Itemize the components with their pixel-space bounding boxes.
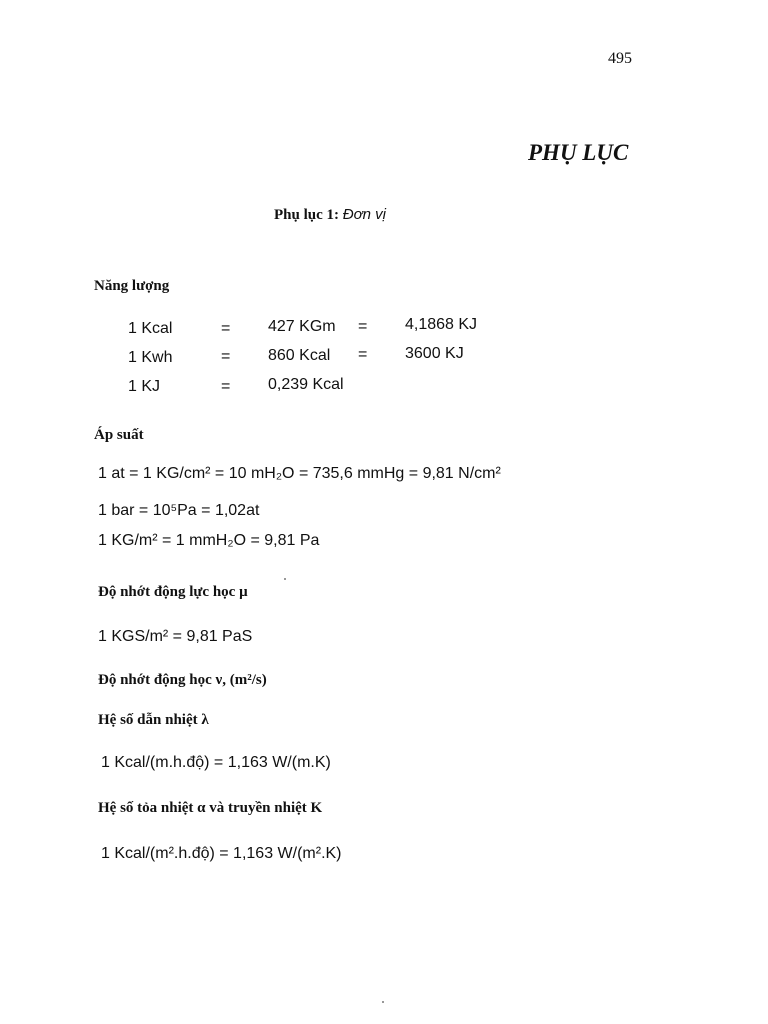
energy-row-2-rhs: 3600 KJ [405,345,464,362]
energy-row-2-eq1: = [221,348,231,365]
energy-row-2-lhs: 1 Kwh [128,349,173,366]
dynamic-viscosity-heading: Độ nhớt động lực học μ [98,584,248,600]
energy-row-1-rhs: 4,1868 KJ [405,316,478,333]
thermal-conductivity-line: 1 Kcal/(m.h.độ) = 1,163 W/(m.K) [101,754,331,771]
pressure-line-1: 1 at = 1 KG/cm² = 10 mH₂O = 735,6 mmHg = 9,81 N/cm² [98,465,501,482]
page-title: PHỤ LỤC [528,140,629,165]
pressure-line-2: 1 bar = 10⁵Pa = 1,02at [98,502,260,519]
heat-transfer-line: 1 Kcal/(m².h.độ) = 1,163 W/(m².K) [101,845,342,862]
energy-row-2-mid: 860 Kcal [268,347,331,364]
energy-row-1-eq2: = [358,318,368,335]
energy-heading: Năng lượng [94,278,170,294]
energy-row-3-eq1: = [221,378,231,395]
thermal-conductivity-heading: Hệ số dẫn nhiệt λ [98,712,209,728]
energy-row-3-lhs: 1 KJ [128,378,161,395]
page-number: 495 [608,50,632,67]
scan-speck [284,578,286,580]
dynamic-viscosity-line: 1 KGS/m² = 9,81 PaS [98,628,253,645]
pressure-line-3: 1 KG/m² = 1 mmH₂O = 9,81 Pa [98,532,320,549]
energy-row-1-mid: 427 KGm [268,318,336,335]
energy-row-3-mid: 0,239 Kcal [268,376,344,393]
pressure-heading: Áp suất [94,427,144,443]
energy-row-2-eq2: = [358,346,368,363]
scan-speck [382,1001,384,1003]
appendix-topic: Đơn vị [342,206,387,223]
appendix-label: Phụ lục 1: [274,207,340,223]
energy-row-1-lhs: 1 Kcal [128,320,173,337]
kinematic-viscosity-heading: Độ nhớt động học ν, (m²/s) [98,672,267,688]
energy-row-1-eq1: = [221,320,231,337]
heat-transfer-heading: Hệ số tỏa nhiệt α và truyền nhiệt K [98,800,323,816]
appendix-subtitle [274,206,386,224]
